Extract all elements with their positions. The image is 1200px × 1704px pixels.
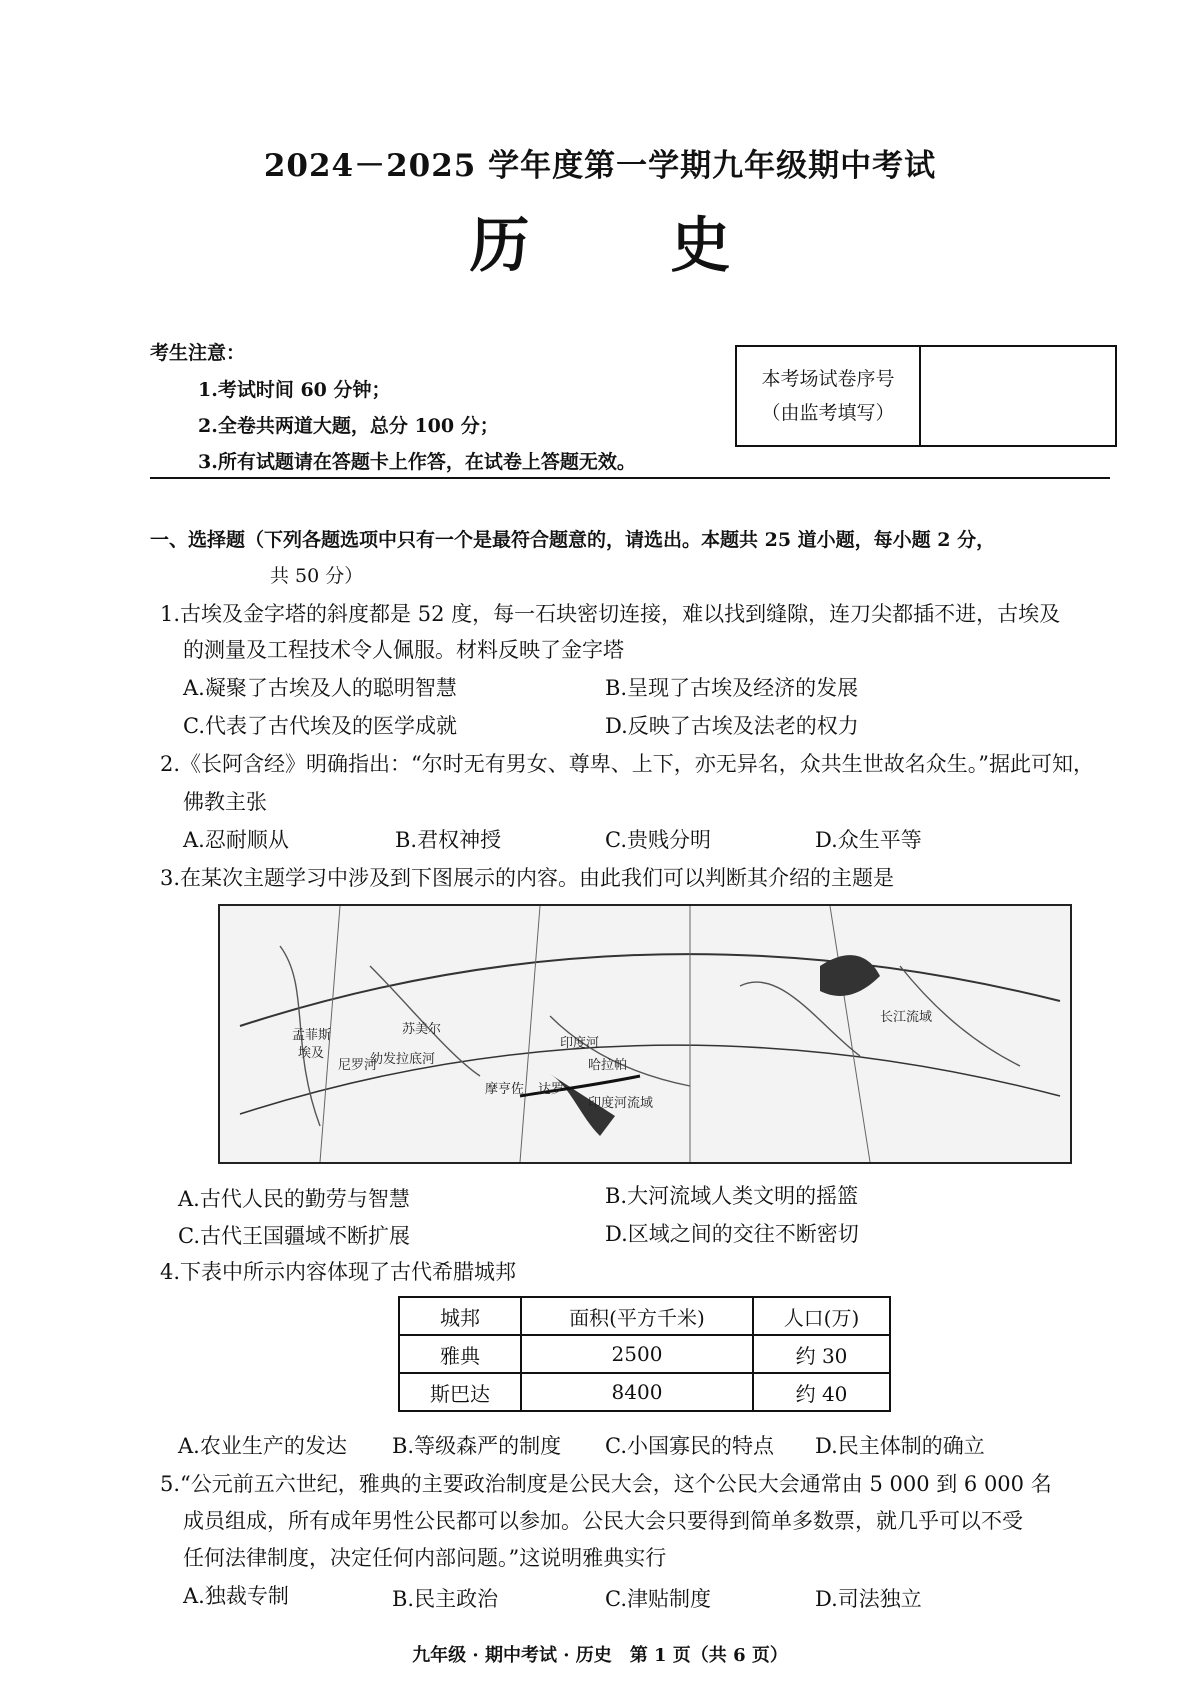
table-cell: 2500 (521, 1335, 753, 1373)
city-state-table (398, 1296, 891, 1412)
table-cell: 雅典 (399, 1335, 521, 1373)
question-4-option-b[interactable]: B.等级森严的制度 (392, 1434, 562, 1458)
question-3-stem: 3.在某次主题学习中涉及到下图展示的内容。由此我们可以判断其介绍的主题是 (160, 866, 895, 890)
table-cell: 斯巴达 (399, 1373, 521, 1411)
question-2-option-c[interactable]: C.贵贱分明 (605, 828, 711, 852)
question-5-stem: 5.“公元前五六世纪，雅典的主要政治制度是公民大会，这个公民大会通常由 5 000 到 6 000 名 (160, 1472, 1052, 1496)
map-label: 埃及 (298, 1046, 325, 1061)
question-2-stem-cont: 佛教主张 (183, 790, 267, 814)
notice-item: 2.全卷共两道大题，总分 100 分； (198, 415, 499, 437)
table-cell: 8400 (521, 1373, 753, 1411)
question-4-stem: 4.下表中所示内容体现了古代希腊城邦 (160, 1260, 517, 1284)
question-2-stem: 2.《长阿含经》明确指出：“尔时无有男女、尊卑、上下，亦无异名，众共生世故名众生。”据此可知， (160, 752, 1095, 776)
table-header-cell: 面积(平方千米) (521, 1297, 753, 1335)
question-5-option-b[interactable]: B.民主政治 (392, 1587, 499, 1611)
question-5-option-a[interactable]: A.独裁专制 (183, 1584, 289, 1608)
question-5-stem-cont: 任何法律制度，决定任何内部问题。”这说明雅典实行 (183, 1546, 667, 1570)
map-label: 幼发拉底河 (370, 1052, 436, 1067)
question-1-stem-cont: 的测量及工程技术令人佩服。材料反映了金字塔 (183, 638, 624, 662)
question-1-option-b[interactable]: B.呈现了古埃及经济的发展 (605, 676, 859, 700)
question-2-option-a[interactable]: A.忍耐顺从 (183, 828, 289, 852)
question-3-option-a[interactable]: A.古代人民的勤劳与智慧 (178, 1187, 410, 1211)
question-1-option-d[interactable]: D.反映了古埃及法老的权力 (605, 714, 859, 738)
question-4-option-a[interactable]: A.农业生产的发达 (178, 1434, 347, 1458)
map-label: 印度河流域 (588, 1096, 654, 1111)
section-heading-cont: 共 50 分） (270, 565, 364, 587)
table-header-cell: 人口(万) (753, 1297, 890, 1335)
map-label: 达罗 (538, 1082, 565, 1097)
table-cell: 约 40 (753, 1373, 890, 1411)
seat-number-label (737, 347, 921, 445)
table-cell: 约 30 (753, 1335, 890, 1373)
question-3-option-b[interactable]: B.大河流域人类文明的摇篮 (605, 1184, 859, 1208)
map-label: 孟菲斯 (292, 1028, 332, 1043)
question-5-option-d[interactable]: D.司法独立 (815, 1587, 922, 1611)
page-footer: 九年级 · 期中考试 · 历史 第 1 页（共 6 页） (412, 1645, 788, 1666)
exam-title: 2024－2025 学年度第一学期九年级期中考试 (263, 148, 937, 184)
question-5-stem-cont: 成员组成，所有成年男性公民都可以参加。公民大会只要得到简单多数票，就几乎可以不受 (183, 1509, 1023, 1533)
ancient-civilizations-map (218, 904, 1072, 1164)
question-4-option-c[interactable]: C.小国寡民的特点 (605, 1434, 774, 1458)
subject-title: 历 史 (469, 211, 791, 281)
question-1-stem: 1.古埃及金字塔的斜度都是 52 度，每一石块密切连接，难以找到缝隙，连刀尖都插不进，古埃及 (160, 602, 1061, 626)
map-label: 长江流域 (880, 1010, 933, 1025)
question-2-option-d[interactable]: D.众生平等 (815, 828, 922, 852)
divider (150, 477, 1110, 479)
notice-item: 3.所有试题请在答题卡上作答，在试卷上答题无效。 (198, 451, 636, 473)
table-header-cell: 城邦 (399, 1297, 521, 1335)
seat-number-field[interactable] (921, 347, 1115, 445)
map-graphic (220, 906, 1070, 1162)
seat-number-label-line2: （由监考填写） (761, 402, 895, 424)
notice-item: 1.考试时间 60 分钟； (198, 379, 391, 401)
seat-number-label-line1: 本考场试卷序号 (761, 368, 895, 390)
seat-number-box (735, 345, 1117, 447)
question-4-option-d[interactable]: D.民主体制的确立 (815, 1434, 985, 1458)
table-header-row (399, 1297, 890, 1335)
table-row (399, 1335, 890, 1373)
section-heading: 一、选择题（下列各题选项中只有一个是最符合题意的，请选出。本题共 25 道小题，每小题 2 分， (150, 529, 996, 551)
map-label: 苏美尔 (402, 1022, 442, 1037)
map-label: 印度河 (560, 1036, 600, 1051)
question-1-option-a[interactable]: A.凝聚了古埃及人的聪明智慧 (183, 676, 457, 700)
question-2-option-b[interactable]: B.君权神授 (395, 828, 502, 852)
map-label: 尼罗河 (338, 1058, 378, 1073)
question-3-option-c[interactable]: C.古代王国疆域不断扩展 (178, 1224, 410, 1248)
question-3-option-d[interactable]: D.区域之间的交往不断密切 (605, 1222, 859, 1246)
question-5-option-c[interactable]: C.津贴制度 (605, 1587, 711, 1611)
map-label: 摩亨佐 (485, 1082, 525, 1097)
table-row (399, 1373, 890, 1411)
map-label: 哈拉帕 (588, 1058, 628, 1073)
notice-heading: 考生注意： (150, 342, 246, 364)
question-1-option-c[interactable]: C.代表了古代埃及的医学成就 (183, 714, 457, 738)
